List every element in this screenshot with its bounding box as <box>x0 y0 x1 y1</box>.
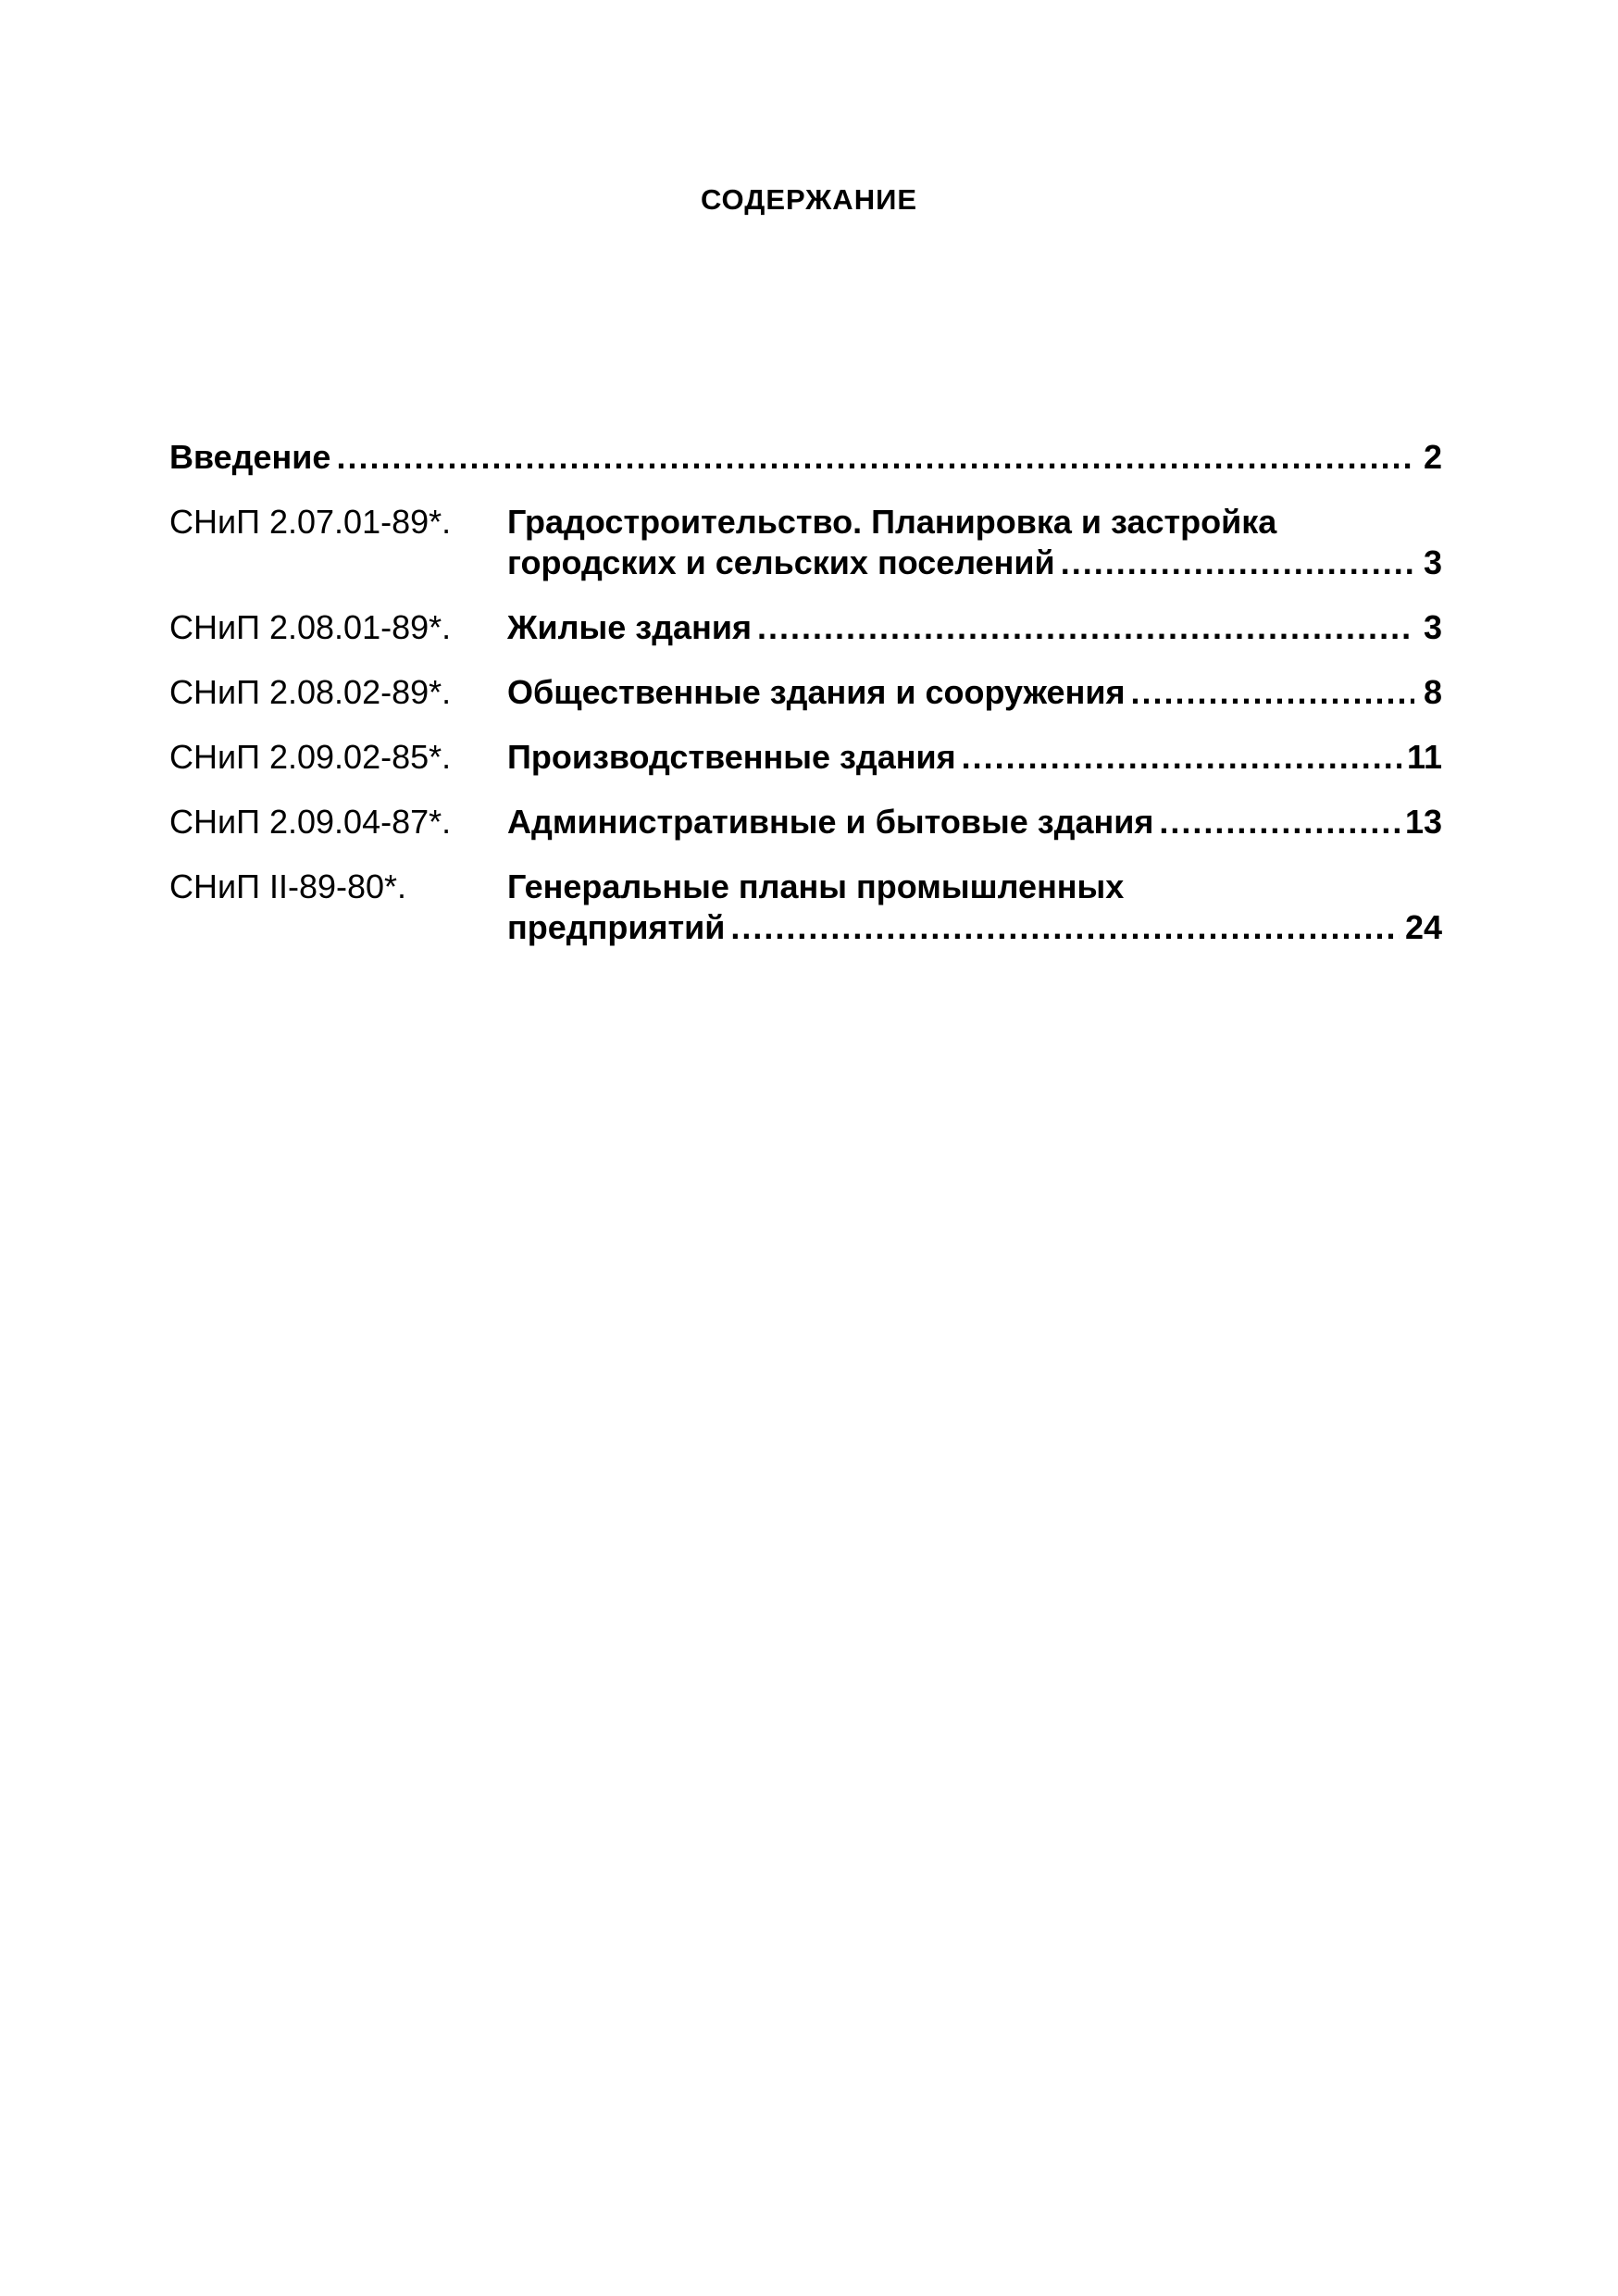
toc-entry-title: Жилые здания <box>507 608 752 646</box>
dot-leader <box>1130 672 1414 713</box>
toc-entry-code: СНиП 2.08.01-89*. <box>169 608 452 646</box>
toc-entry-snip-2-09-02-85[interactable] <box>169 737 1442 778</box>
toc-entry-introduction[interactable] <box>169 437 1442 478</box>
toc-entry-title: Введение <box>169 438 331 476</box>
dot-leader <box>962 737 1401 778</box>
toc-entry-page: 24 <box>1404 908 1442 946</box>
toc-entry-snip-2-08-02-89[interactable] <box>169 672 1442 713</box>
toc-entry-snip-2-07-01-89[interactable] <box>169 502 1442 583</box>
toc-entry-page: 3 <box>1423 608 1442 646</box>
toc-entry-title: Производственные здания <box>507 738 956 776</box>
page-title: СОДЕРЖАНИЕ <box>700 183 918 216</box>
toc-entry-title-line-1: Градостроительство. Планировка и застройка <box>507 503 1277 541</box>
toc-entry-title-line-1: Генеральные планы промышленных <box>507 867 1125 905</box>
dot-leader <box>1061 543 1414 583</box>
toc-entry-code: СНиП 2.08.02-89*. <box>169 673 452 711</box>
dot-leader <box>336 437 1414 478</box>
toc-entry-code: СНиП 2.09.02-85*. <box>169 738 452 776</box>
table-of-contents <box>169 437 1442 972</box>
toc-entry-code: СНиП 2.07.01-89*. <box>169 503 452 541</box>
toc-entry-page: 8 <box>1423 673 1442 711</box>
dot-leader <box>730 907 1400 948</box>
toc-entry-snip-ii-89-80[interactable] <box>169 867 1442 948</box>
toc-entry-page: 2 <box>1423 438 1442 476</box>
toc-entry-code: СНиП 2.09.04-87*. <box>169 803 452 841</box>
toc-entry-snip-2-08-01-89[interactable] <box>169 607 1442 648</box>
toc-entry-page: 13 <box>1404 803 1442 841</box>
toc-entry-title: Общественные здания и сооружения <box>507 673 1126 711</box>
toc-entry-snip-2-09-04-87[interactable] <box>169 802 1442 842</box>
dot-leader <box>757 607 1414 648</box>
toc-entry-title-line-2: предприятий <box>507 908 726 946</box>
toc-entry-page: 11 <box>1406 738 1442 776</box>
toc-entry-title-line-2: городских и сельских поселений <box>507 543 1055 581</box>
toc-entry-page: 3 <box>1423 543 1442 581</box>
toc-entry-code: СНиП II-89-80*. <box>169 867 407 905</box>
dot-leader <box>1159 802 1400 842</box>
toc-entry-title: Административные и бытовые здания <box>507 803 1154 841</box>
